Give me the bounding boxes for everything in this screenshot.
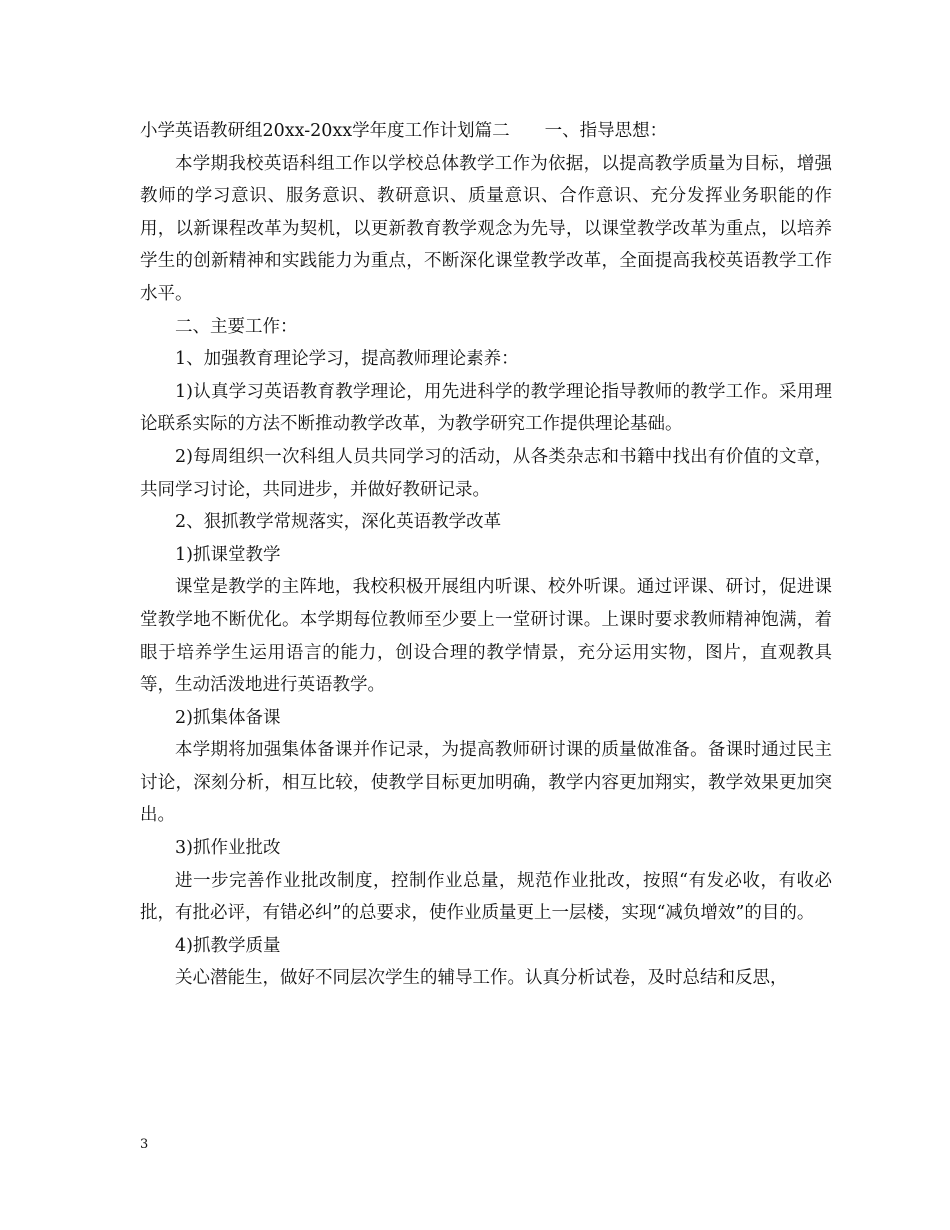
document-title-line: 小学英语教研组20xx-20xx学年度工作计划篇二 一、指导思想： <box>140 121 668 141</box>
subheading-quality: 4)抓教学质量 <box>175 935 281 956</box>
heading-teaching-routine: 2、狠抓教学常规落实，深化英语教学改革 <box>175 512 502 533</box>
page-number: 3 <box>140 1137 149 1152</box>
heading-main-work: 二、主要工作： <box>175 316 298 337</box>
subheading-classroom: 1)抓课堂教学 <box>175 544 281 565</box>
subheading-homework: 3)抓作业批改 <box>175 838 281 859</box>
paragraph-guiding-thought: 本学期我校英语科组工作以学校总体教学工作为依据，以提高教学质量为目标，增强教师的学习意识、服务意识、教研意识、质量意识、合作意识、充分发挥业务职能的作用，以新课程改革为契机，以更新教育教学观念为先导，以课堂教学改革为重点，以培养学生的创新精神和实践能力为重点，不断深化课堂教学改革，全面提高我校英语教学工作水平。 <box>140 153 832 304</box>
document-body <box>140 115 832 995</box>
paragraph-theory-1: 1)认真学习英语教育教学理论，用先进科学的教学理论指导教师的教学工作。采用理论联系实际的方法不断推动教学改革，为教学研究工作提供理论基础。 <box>140 381 832 435</box>
paragraph-homework: 进一步完善作业批改制度，控制作业总量，规范作业批改，按照“有发必收，有收必批，有批必评，有错必纠”的总要求，使作业质量更上一层楼，实现“减负增效”的目的。 <box>140 870 832 924</box>
paragraph-theory-2: 2)每周组织一次科组人员共同学习的活动，从各类杂志和书籍中找出有价值的文章，共同学习讨论，共同进步，并做好教研记录。 <box>140 446 832 500</box>
paragraph-quality: 关心潜能生，做好不同层次学生的辅导工作。认真分析试卷，及时总结和反思， <box>175 968 788 989</box>
paragraph-lesson-prep: 本学期将加强集体备课并作记录，为提高教师研讨课的质量做准备。备课时通过民主讨论，深刻分析，相互比较，使教学目标更加明确，教学内容更加翔实，教学效果更加突出。 <box>140 740 832 826</box>
subheading-lesson-prep: 2)抓集体备课 <box>175 707 281 728</box>
paragraph-classroom: 课堂是教学的主阵地，我校积极开展组内听课、校外听课。通过评课、研讨，促进课堂教学地不断优化。本学期每位教师至少要上一堂研讨课。上课时要求教师精神饱满，着眼于培养学生运用语言的能力，创设合理的教学情景，充分运用实物，图片，直观教具等，生动活泼地进行英语教学。 <box>140 577 832 696</box>
heading-theory-study: 1、加强教育理论学习，提高教师理论素养： <box>175 349 519 370</box>
